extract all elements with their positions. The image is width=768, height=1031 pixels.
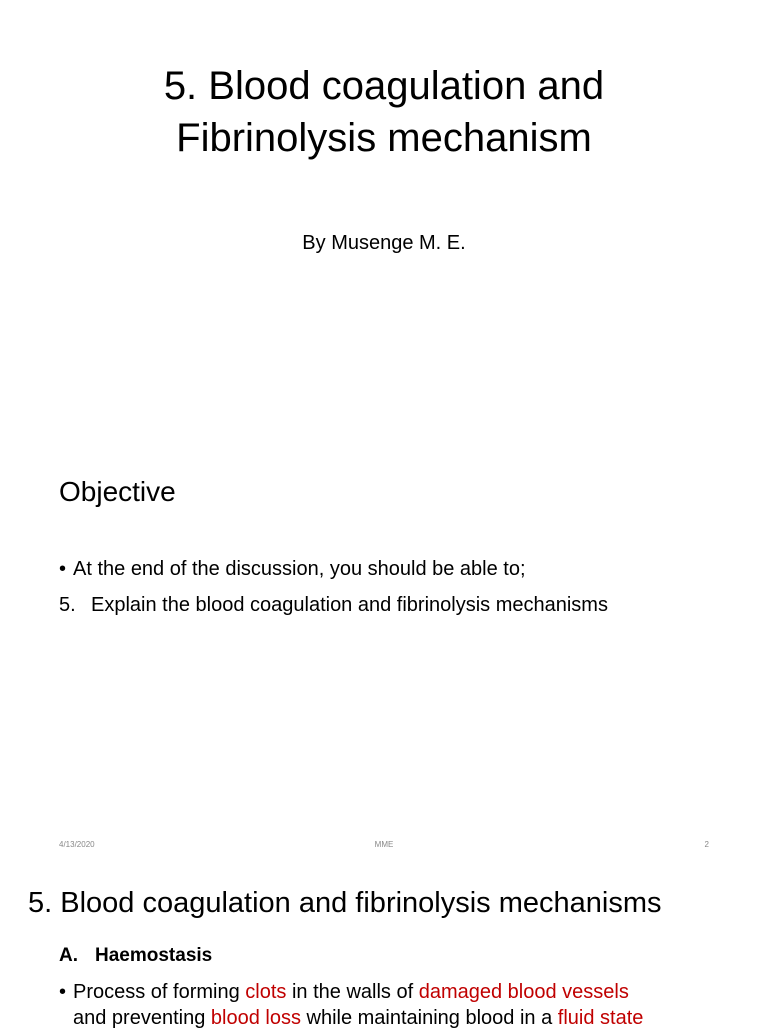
body-text: Process of forming [73, 981, 246, 1003]
body-text: in the walls of [286, 981, 419, 1003]
bullet-text: At the end of the discussion, you should be able to; [73, 558, 526, 580]
numbered-text: Explain the blood coagulation and fibrinolysis mechanisms [91, 594, 608, 616]
body-text: while maintaining blood in a [300, 1007, 558, 1029]
bullet-symbol: • [59, 558, 67, 580]
slide-title: 5. Blood coagulation and fibrinolysis mechanisms [28, 887, 662, 919]
footer-date: 4/13/2020 [59, 840, 95, 849]
title-line-1: 5. Blood coagulation and [163, 64, 605, 108]
bullet-line-1 [59, 979, 643, 1005]
bullet-line-2 [59, 1005, 643, 1031]
item-number: 5. [59, 594, 76, 616]
section-heading [59, 944, 212, 968]
section-letter: A. [59, 945, 78, 966]
section-body [59, 979, 643, 1031]
highlight-text: damaged blood vessels [418, 981, 629, 1003]
bullet-item [59, 551, 608, 587]
author-subtitle: By Musenge M. E. [302, 232, 466, 254]
content-slide [0, 864, 768, 1029]
bullet-symbol: • [59, 981, 67, 1003]
highlight-text: clots [245, 981, 287, 1003]
highlight-text: blood loss [210, 1007, 301, 1029]
numbered-item [59, 587, 608, 623]
footer-author-initials: MME [374, 840, 394, 849]
objective-slide [0, 432, 768, 864]
title-line-2: Fibrinolysis mechanism [176, 116, 592, 160]
highlight-text: fluid state [557, 1007, 644, 1029]
body-text: and preventing [73, 1007, 211, 1029]
objective-content [59, 551, 608, 623]
footer-page-number: 2 [704, 840, 709, 849]
section-title: Haemostasis [95, 945, 213, 966]
slide-heading: Objective [59, 476, 176, 507]
title-slide [0, 0, 768, 432]
presentation-title [0, 60, 768, 164]
